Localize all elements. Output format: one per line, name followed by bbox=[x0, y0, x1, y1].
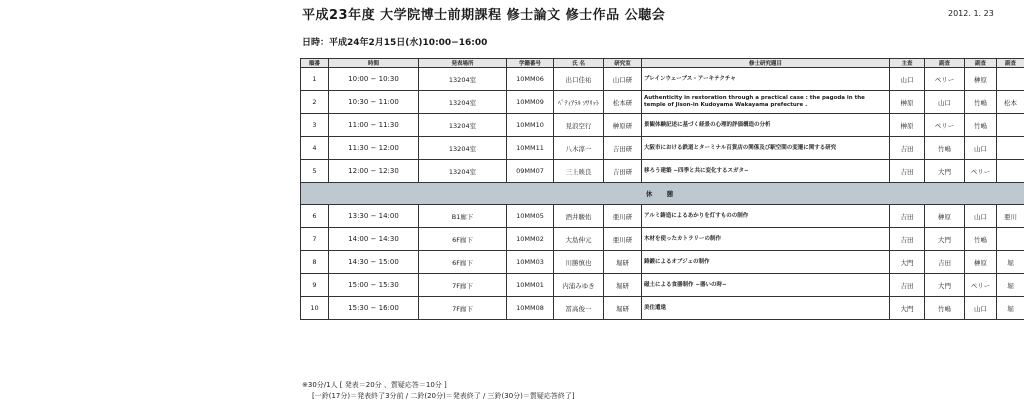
table-row bbox=[301, 228, 1024, 251]
chief-examiner-cell: 榊原 bbox=[890, 91, 925, 114]
note-line-2: [一鈴(17分)＝発表終了3分前 / 二鈴(20分)＝発表終了 / 三鈴(30分)＝質疑応答終了] bbox=[312, 392, 575, 400]
sub-examiner-cell bbox=[997, 160, 1024, 183]
break-label: 休 憩 bbox=[301, 183, 1024, 205]
page-title: 平成23年度 大学院博士前期課程 修士論文 修士作品 公聴会 bbox=[302, 8, 666, 23]
time-cell: 15:30 − 16:00 bbox=[329, 297, 419, 320]
lab-cell: 吉田研 bbox=[604, 160, 642, 183]
time-cell: 10:00 − 10:30 bbox=[329, 68, 419, 91]
theme-cell: 磁土による食器制作 −器いの時− bbox=[642, 274, 890, 297]
name-cell: 見浪空行 bbox=[554, 114, 604, 137]
theme-cell: 移ろう建築 −四季と共に変化するスガタ− bbox=[642, 160, 890, 183]
table-row bbox=[301, 114, 1024, 137]
student-id-cell: 10MM02 bbox=[507, 228, 554, 251]
place-cell: 13204室 bbox=[419, 160, 507, 183]
name-cell: 出口佳祐 bbox=[554, 68, 604, 91]
theme-cell: 鋳鍛によるオブジェの制作 bbox=[642, 251, 890, 274]
column-header: 氏 名 bbox=[554, 59, 604, 68]
column-header: 副査 bbox=[965, 59, 997, 68]
theme-cell: 大阪市における鉄道とターミナル百貨店の関係及び駅空間の変遷に関する研究 bbox=[642, 137, 890, 160]
sub-examiner-cell: 吉田 bbox=[925, 251, 965, 274]
sub-examiner-cell: 大門 bbox=[925, 160, 965, 183]
table-row bbox=[301, 68, 1024, 91]
sub-examiner-cell: ペリー bbox=[965, 160, 997, 183]
sub-examiner-cell: 山口 bbox=[965, 137, 997, 160]
lab-cell: 堀研 bbox=[604, 251, 642, 274]
table-row bbox=[301, 251, 1024, 274]
place-cell: 13204室 bbox=[419, 114, 507, 137]
chief-examiner-cell: 吉田 bbox=[890, 205, 925, 228]
sub-examiner-cell: ペリー bbox=[965, 274, 997, 297]
name-cell: 川勝慎也 bbox=[554, 251, 604, 274]
sub-examiner-cell: 堀 bbox=[997, 297, 1024, 320]
student-id-cell: 10MM06 bbox=[507, 68, 554, 91]
time-cell: 10:30 − 11:00 bbox=[329, 91, 419, 114]
lab-cell: 堀研 bbox=[604, 297, 642, 320]
time-cell: 13:30 − 14:00 bbox=[329, 205, 419, 228]
table-row bbox=[301, 297, 1024, 320]
row-number: 3 bbox=[301, 114, 329, 137]
sub-examiner-cell: ペリー bbox=[925, 114, 965, 137]
table-row bbox=[301, 205, 1024, 228]
column-header: 学籍番号 bbox=[507, 59, 554, 68]
lab-cell: 松本研 bbox=[604, 91, 642, 114]
time-cell: 15:00 − 15:30 bbox=[329, 274, 419, 297]
sub-examiner-cell bbox=[997, 137, 1024, 160]
lab-cell: 亜川研 bbox=[604, 205, 642, 228]
place-cell: 7F廊下 bbox=[419, 297, 507, 320]
place-cell: B1廊下 bbox=[419, 205, 507, 228]
chief-examiner-cell: 大門 bbox=[890, 297, 925, 320]
place-cell: 7F廊下 bbox=[419, 274, 507, 297]
column-header: 順番 bbox=[301, 59, 329, 68]
theme-cell: アルミ鋳造によるあかりを灯すものの制作 bbox=[642, 205, 890, 228]
lab-cell: 榊原研 bbox=[604, 114, 642, 137]
sub-examiner-cell: 山口 bbox=[965, 205, 997, 228]
sub-examiner-cell: 榊原 bbox=[965, 68, 997, 91]
lab-cell: 山口研 bbox=[604, 68, 642, 91]
theme-cell: 美住遺遠 bbox=[642, 297, 890, 320]
theme-cell: ブレインウェーブス・アーキテクチャ bbox=[642, 68, 890, 91]
sub-examiner-cell: 竹嶋 bbox=[965, 114, 997, 137]
student-id-cell: 10MM03 bbox=[507, 251, 554, 274]
chief-examiner-cell: 大門 bbox=[890, 251, 925, 274]
note-line-1: ※30分/1人 [ 発表＝20分 、質疑応答＝10分 ] bbox=[302, 381, 447, 389]
name-cell: 三上映良 bbox=[554, 160, 604, 183]
row-number: 7 bbox=[301, 228, 329, 251]
name-cell: 内浦みゆき bbox=[554, 274, 604, 297]
sub-examiner-cell: 大門 bbox=[925, 274, 965, 297]
sub-examiner-cell: ペリー bbox=[925, 68, 965, 91]
place-cell: 13204室 bbox=[419, 137, 507, 160]
chief-examiner-cell: 吉田 bbox=[890, 228, 925, 251]
student-id-cell: 09MM07 bbox=[507, 160, 554, 183]
lab-cell: 吉田研 bbox=[604, 137, 642, 160]
column-header: 発表場所 bbox=[419, 59, 507, 68]
theme-cell: 木材を使ったカトラリーの制作 bbox=[642, 228, 890, 251]
sub-examiner-cell: 榊原 bbox=[965, 251, 997, 274]
sub-examiner-cell: 亜川 bbox=[997, 205, 1024, 228]
name-cell: ﾍﾟﾃｨｱﾗﾙ ｿﾜﾘｯﾄ bbox=[554, 91, 604, 114]
sub-examiner-cell: 大門 bbox=[925, 228, 965, 251]
sub-examiner-cell: 堀 bbox=[997, 251, 1024, 274]
student-id-cell: 10MM10 bbox=[507, 114, 554, 137]
table-row bbox=[301, 91, 1024, 114]
row-number: 10 bbox=[301, 297, 329, 320]
document-date: 2012. 1. 23 bbox=[948, 9, 994, 18]
lab-cell: 堀研 bbox=[604, 274, 642, 297]
column-header: 修士研究題目 bbox=[642, 59, 890, 68]
time-cell: 12:00 − 12:30 bbox=[329, 160, 419, 183]
time-cell: 11:30 − 12:00 bbox=[329, 137, 419, 160]
time-cell: 11:00 − 11:30 bbox=[329, 114, 419, 137]
place-cell: 13204室 bbox=[419, 68, 507, 91]
student-id-cell: 10MM01 bbox=[507, 274, 554, 297]
row-number: 1 bbox=[301, 68, 329, 91]
sub-examiner-cell bbox=[997, 228, 1024, 251]
column-header: 副査 bbox=[925, 59, 965, 68]
student-id-cell: 10MM05 bbox=[507, 205, 554, 228]
table-body bbox=[301, 68, 1024, 320]
sub-examiner-cell: 竹嶋 bbox=[925, 297, 965, 320]
sub-examiner-cell: 松本 bbox=[997, 91, 1024, 114]
chief-examiner-cell: 榊原 bbox=[890, 114, 925, 137]
column-header: 主査 bbox=[890, 59, 925, 68]
row-number: 2 bbox=[301, 91, 329, 114]
name-cell: 冨高俊一 bbox=[554, 297, 604, 320]
chief-examiner-cell: 吉田 bbox=[890, 137, 925, 160]
schedule-table bbox=[300, 58, 1024, 320]
name-cell: 八木淳一 bbox=[554, 137, 604, 160]
lab-cell: 亜川研 bbox=[604, 228, 642, 251]
name-cell: 酒井駿佑 bbox=[554, 205, 604, 228]
sub-examiner-cell: 山口 bbox=[925, 91, 965, 114]
sub-examiner-cell: 山口 bbox=[965, 297, 997, 320]
table-row bbox=[301, 137, 1024, 160]
row-number: 8 bbox=[301, 251, 329, 274]
student-id-cell: 10MM09 bbox=[507, 91, 554, 114]
chief-examiner-cell: 吉田 bbox=[890, 274, 925, 297]
place-cell: 13204室 bbox=[419, 91, 507, 114]
sub-examiner-cell: 竹嶋 bbox=[965, 91, 997, 114]
column-header: 研究室 bbox=[604, 59, 642, 68]
theme-cell: 景観体験記述に基づく経景の心理的評価構造の分析 bbox=[642, 114, 890, 137]
student-id-cell: 10MM08 bbox=[507, 297, 554, 320]
row-number: 9 bbox=[301, 274, 329, 297]
table-row bbox=[301, 160, 1024, 183]
theme-cell: Authenticity in restoration through a practical case : the pagoda in the temple of Jison-in Kudoyama Wakayama prefecture . bbox=[642, 91, 890, 114]
time-cell: 14:00 − 14:30 bbox=[329, 228, 419, 251]
column-header: 時間 bbox=[329, 59, 419, 68]
chief-examiner-cell: 山口 bbox=[890, 68, 925, 91]
sub-examiner-cell: 竹嶋 bbox=[965, 228, 997, 251]
sub-examiner-cell bbox=[997, 68, 1024, 91]
student-id-cell: 10MM11 bbox=[507, 137, 554, 160]
chief-examiner-cell: 吉田 bbox=[890, 160, 925, 183]
sub-examiner-cell: 堀 bbox=[997, 274, 1024, 297]
break-row bbox=[301, 183, 1024, 205]
table-header-row bbox=[301, 59, 1024, 68]
name-cell: 大島伸元 bbox=[554, 228, 604, 251]
table-row bbox=[301, 274, 1024, 297]
schedule-line: 日時：平成24年2月15日(水)10:00−16:00 bbox=[302, 38, 488, 48]
sub-examiner-cell: 榊原 bbox=[925, 205, 965, 228]
column-header: 副査 bbox=[997, 59, 1024, 68]
row-number: 6 bbox=[301, 205, 329, 228]
row-number: 5 bbox=[301, 160, 329, 183]
place-cell: 6F廊下 bbox=[419, 228, 507, 251]
sub-examiner-cell: 竹嶋 bbox=[925, 137, 965, 160]
sub-examiner-cell bbox=[997, 114, 1024, 137]
time-cell: 14:30 − 15:00 bbox=[329, 251, 419, 274]
row-number: 4 bbox=[301, 137, 329, 160]
place-cell: 6F廊下 bbox=[419, 251, 507, 274]
